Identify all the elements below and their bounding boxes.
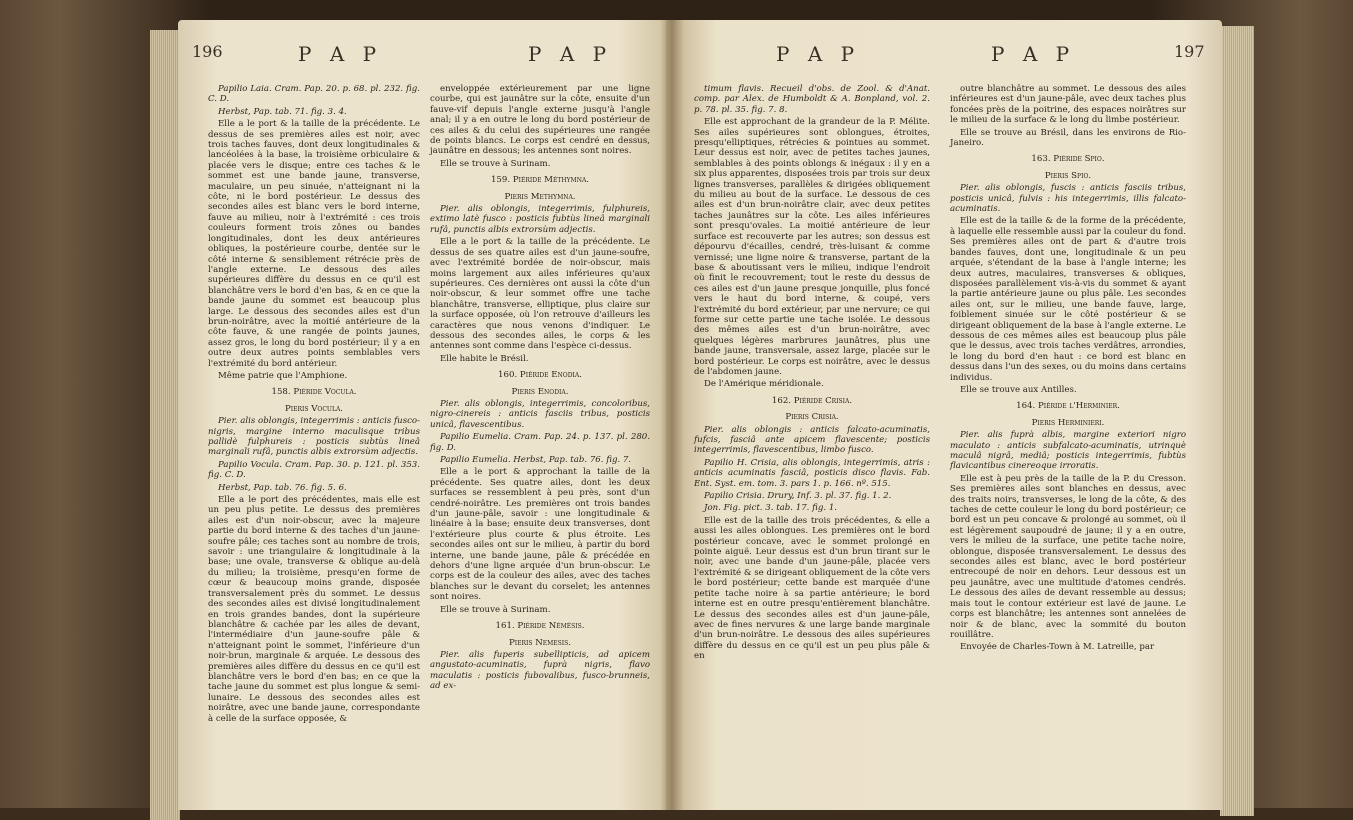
right-page-edges (1220, 26, 1254, 816)
latin-diagnosis: Pier. alis fuprà albis, margine exteriori nigro maculato : anticis subfalcato-acuminatis, utrinquè maculâ nigrâ, mediâ; posticis integerrimis, fubtùs flavicantibus cinereoque irroratis. (950, 430, 1186, 472)
latin-diagnosis: Pier. alis oblongis, integerrimis : anticis fusco-nigris, margine interno maculisque tribus pallidè fulphureis : posticis subtùs lineâ marginali rufâ, punctis albis extrorsùm adjectis. (208, 416, 420, 458)
paragraph: Elle a le port des précédentes, mais elle est un peu plus petite. Le dessus des premières ailes est d'un noir-obscur, avec la majeure partie du bord interne & des taches d'un jaune-soufre pâle; ces taches sont au nombre de trois, savoir : une triangulaire & longitudinale à la base; une ovale, transverse & oblique au-delà du milieu; la troisième, presqu'en forme de cœur & beaucoup moins grande, disposée transversalement près du sommet. Le dessus des secondes ailes est divisé longitudinalement en trois grandes bandes, dont la supérieure blanchâtre & cachée par les ailes de devant, l'intermédiaire d'un jaune-soufre pâle & n'atteignant point le sommet, l'inférieure d'un noir-brun, marginale & arquée. Le dessous des premières ailes diffère du dessus en ce qu'il est blanchâtre vers le bord d'en bas; en ce que la tache jaune du sommet est plus longue & semi-lunaire. Le dessous des secondes ailes est noirâtre, avec une bande jaune, correspondante à celle de la surface opposée, & (208, 495, 420, 724)
species-heading: 161. Piéride Némésis. (495, 621, 585, 632)
paragraph: Elle a le port & la taille de la précédente. Le dessus de ses quatre ailes est d'un jaune-soufre, avec l'extrémité bordée de noir-obscur, mais moins largement aux ailes inférieures qu'aux supérieures. Ces dernières ont aussi la côte d'un noir-obscur, & leur sommet offre une tache blanchâtre, transverse, elliptique, plus claire sur la surface opposée, où l'on retrouve d'ailleurs les caractères que nous venons d'indiquer. Le dessous des secondes ailes, le corps & les antennes sont comme dans l'espèce ci-dessus. (430, 237, 650, 352)
species-heading: Pieris Vocula. (284, 403, 344, 414)
left-column-1 (208, 84, 420, 726)
left-page-edges (150, 30, 180, 820)
reference-line: Papilio Eumelia. Herbst, Pap. tab. 76. fig. 7. (440, 455, 632, 465)
right-column-1 (694, 84, 930, 664)
species-heading: Pieris Spio. (1044, 170, 1092, 181)
species-heading: 158. Piéride Vocula. (271, 387, 357, 398)
latin-diagnosis: Pier. alis oblongis : anticis falcato-acuminatis, fufcis, fasciâ ante apicem flavescente; posticis integerrimis, flavescentibus, limbo fusco. (694, 424, 930, 456)
reference-line: Papilio H. Crisia, alis oblongis, integerrimis, atris : anticis acuminatis fasciâ, posticis disco flavis. Fab. Ent. Syst. em. tom. 3. pars 1. p. 166. nº. 515. (694, 457, 930, 489)
paragraph: Même patrie que l'Amphione. (218, 370, 348, 381)
species-heading: 162. Piéride Crisia. (771, 395, 853, 406)
left-page-number: 196 (192, 42, 223, 61)
species-heading: 163. Piéride Spio. (1031, 154, 1105, 165)
left-page (178, 20, 683, 810)
reference-line: Papilio Laia. Cram. Pap. 20. p. 68. pl. 232. fig. C. D. (208, 84, 420, 105)
latin-diagnosis: Pier. alis oblongis, integerrimis, concoloribus, nigro-cinereis : anticis fasciis tribus, posticis unicâ, flavescentibus. (430, 398, 650, 430)
left-column-2 (430, 84, 650, 694)
latin-diagnosis: Pier. alis oblongis, fuscis : anticis fasciis tribus, posticis unicâ, fulvis : his integerrimis, illis falcato-acuminatis. (950, 183, 1186, 215)
reference-line: Herbst, Pap. tab. 76. fig. 5. 6. (218, 482, 347, 493)
paragraph: Elle est de la taille & de la forme de la précédente, à laquelle elle ressemble aussi par la couleur du fond. Ses premières ailes ont de part & d'autre trois bandes fauves, dont une, longitudinale & un peu arquée, s'étendant de la base à l'angle interne; les deux autres, maculaires, transverses & obliques, disposées parallèlement vis-à-vis du sommet & ayant la partie antérieure jaune ou plus pâle. Les secondes ailes ont, sur le milieu, une bande fauve, large, foiblement sinuée sur le côté postérieur & se dirigeant obliquement de la base à l'angle externe. Le dessous de ces mêmes ailes est beaucoup plus pâle que le dessus, avec trois taches verdâtres, arrondies, le long du bord d'en haut : ce bord est blanc en dessus dans l'un des sexes, ou du moins dans certains individus. (950, 216, 1186, 383)
reference-line: Jon. Fig. pict. 3. tab. 17. fig. 1. (704, 503, 838, 514)
right-page (666, 20, 1222, 810)
paragraph: Elle se trouve à Surinam. (440, 604, 551, 615)
paragraph: Elle habite le Brésil. (440, 353, 529, 364)
reference-line: Papilio Vocula. Cram. Pap. 30. p. 121. pl. 353. fig. C. D. (208, 459, 420, 481)
species-heading: Pieris Nemesis. (508, 637, 571, 648)
right-column-2 (950, 84, 1186, 655)
left-running-head-2: P A P (528, 42, 613, 66)
species-heading: 159. Piéride Méthymna. (490, 175, 590, 186)
paragraph: Elle est à peu près de la taille de la P. du Cresson. Ses premières ailes sont blanches en dessus, avec des traits noirs, transverses, le long de la côte, & des taches de cette couleur le long du bord postérieur; ce bord est un peu concave & prolongé au sommet, où il est légèrement saupoudré de jaune; il y a en outre, vers le milieu de la surface, une petite tache noire, oblongue, disposée transversalement. Le dessus des secondes ailes est blanc, avec le bord postérieur entrecoupé de noir en dehors. Leur dessous est un peu jaunâtre, avec une multitude d'atomes cendrés. Le dessous des ailes de devant ressemble au dessus; mais tout le contour extérieur est lavé de jaune. Le corps est blanchâtre; les antennes sont annelées de noir & de blanc, avec la sommité du bouton rouillâtre. (950, 473, 1186, 640)
paragraph: Elle a le port & la taille de la précédente. Le dessus de ses premières ailes est noir, avec trois taches fauves, dont deux longitudinales & lancéolées à la base, la troisième orbiculaire & placée vers le disque; entre ces taches & le sommet est une bande jaune, transverse, maculaire, un peu sinuée, n'atteignant ni la côte, ni le bord postérieur. Le dessus des secondes ailes est blanc vers le bord interne, fauve au milieu, noir à l'extrémité : ces trois couleurs forment trois zônes ou bandes longitudinales, dont les deux antérieures obliques, la postérieure courbe, dentée sur le côté interne & sensiblement rétrécie près de l'angle externe. Le dessous des ailes supérieures diffère du dessus en ce qu'il est blanchâtre vers le bord d'en bas, & en ce que la bande jaune du sommet est beaucoup plus large. Le dessous des secondes ailes est d'un brun-noirâtre, avec la moitié antérieure de la côte fauve, & une rangée de points jaunes, assez gros, le long du bord postérieur; il y a en outre deux autres points semblables vers l'extrémité du bord antérieur. (208, 119, 420, 369)
paragraph: enveloppée extérieurement par une ligne courbe, qui est jaunâtre sur la côte, ensuite d'un fauve-vif depuis l'angle externe jusqu'à l'angle anal; il y a en outre le long du bord postérieur de ces ailes & du celui des supérieures une rangée de points blancs. Le corps est cendré en dessus, jaunâtre en dessous; les antennes sont noires. (430, 84, 650, 157)
latin-diagnosis: Pier. alis fuperis subellipticis, ad apicem angustato-acuminatis, fuprà nigris, flavo maculatis : posticis fubovalibus, fusco-brunneis, ad ex- (430, 649, 650, 692)
paragraph: Elle se trouve aux Antilles. (960, 384, 1077, 395)
paragraph: Elle se trouve au Brésil, dans les environs de Rio-Janeiro. (950, 127, 1186, 149)
latin-diagnosis: Pier. alis oblongis, integerrimis, fulphureis, extimo latè fusco : posticis fubtùs lineâ marginali rufâ, punctis albis extrorsùm adjectis. (430, 204, 650, 235)
species-heading: Pieris Enodia. (511, 386, 569, 397)
paragraph: outre blanchâtre au sommet. Le dessous des ailes inférieures est d'un jaune-pâle, avec deux taches plus foncées près de la poitrine, des espaces noirâtres sur le milieu de la surface & le long du limbe postérieur. (950, 84, 1186, 126)
species-heading: Pieris Crisia. (785, 412, 839, 423)
reference-line: timum flavis. Recueil d'obs. de Zool. & d'Anat. comp. par Alex. de Humboldt & A. Bonpland, vol. 2. p. 78. pl. 35. fig. 7. 8. (694, 84, 930, 115)
paragraph: Elle a le port & approchant la taille de la précédente. Ses quatre ailes, dont les deux surfaces se ressemblent à peu près, sont d'un cendré-noirâtre. Les premières ont trois bandes d'un jaune-pâle, savoir : une longitudinale & linéaire à la base; ensuite deux transverses, dont l'extérieure plus courte & plus étroite. Les secondes ailes ont sur le milieu, à partir du bord interne, une bande jaune, pâle & précédée en dehors d'une ligne arquée d'un brun-obscur. Le corps est de la couleur des ailes, avec des taches blanches sur le devant du corselet; les antennes sont noires. (430, 467, 650, 603)
book-gutter (660, 20, 684, 810)
paragraph: Elle se trouve à Surinam. (440, 158, 551, 169)
paragraph: Envoyée de Charles-Town à M. Latreille, par (960, 642, 1155, 653)
paragraph: Elle est de la taille des trois précédentes, & elle a aussi les ailes oblongues. Les premières ont le bord postérieur concave, avec le sommet prolongé en pointe aiguë. Leur dessus est d'un brun tirant sur le noir, avec une bande d'un jaune-pâle, placée vers l'extrémité & se dirigeant obliquement de la côte vers le bord postérieur; cette bande est marquée d'une petite tache noire à sa partie antérieure; le bord interne est en outre presqu'entièrement blanchâtre. Le dessus des secondes ailes est d'un jaune-pâle, avec de fines nervures & une large bande marginale d'un brun-noirâtre. Le dessous des ailes supérieures diffère du dessus en ce qu'il est un peu plus pâle & en (694, 515, 930, 662)
reference-line: Herbst, Pap. tab. 71. fig. 3. 4. (218, 106, 347, 117)
species-heading: Pieris Herminieri. (1031, 417, 1105, 428)
right-running-head-1: P A P (776, 42, 861, 66)
reference-line: Papilio Eumelia. Cram. Pap. 24. p. 137. pl. 280. fig. D. (430, 432, 650, 453)
reference-line: Papilio Crisia. Drury, Inf. 3. pl. 37. fig. 1. 2. (704, 491, 892, 502)
right-running-head-2: P A P (991, 42, 1076, 66)
right-page-number: 197 (1174, 42, 1205, 61)
species-heading: 160. Piéride Enodia. (498, 370, 582, 381)
paragraph: De l'Amérique méridionale. (704, 379, 824, 390)
species-heading: Pieris Methymna. (504, 191, 576, 202)
species-heading: 164. Piéride l'Herminier. (1016, 401, 1120, 412)
left-running-head-1: P A P (298, 42, 383, 66)
paragraph: Elle est approchant de la grandeur de la P. Mélite. Ses ailes supérieures sont oblongues, étroites, presqu'elliptiques, rétrécies & pointues au sommet. Leur dessus est noir, avec de petites taches jaunes, semblables à des points oblongs & inégaux : il y en a six plus apparentes, disposées trois par trois sur deux lignes transverses, parallèles & dirigées obliquement du milieu au bout de la surface. Le dessous de ces ailes est d'un brun-noirâtre clair, avec deux petites taches jaunâtres sur la côte. Les ailes inférieures sont presqu'ovales. La moitié antérieure de leur surface est recouverte par les autres; son dessus est dépourvu d'écailles, cendré, très-luisant & comme vernissé; une ligne noire & transverse, partant de la base & aboutissant vers le milieu, indique l'endroit où finit le recouvrement; tout le reste du dessus de ces ailes est d'un jaune presque jonquille, plus foncé vers le haut du bord interne, & coupé, vers l'extrémité du bord extérieur, par une nervure; ce qui forme sur cette partie une tache isolée. Le dessous des mêmes ailes est d'un brun-noirâtre, avec quelques légères marbrures jaunâtres, plus une bande jaune, transversale, assez large, placée sur le bord postérieur. Le corps est noirâtre, avec le dessus de l'abdomen jaune. (694, 117, 930, 377)
